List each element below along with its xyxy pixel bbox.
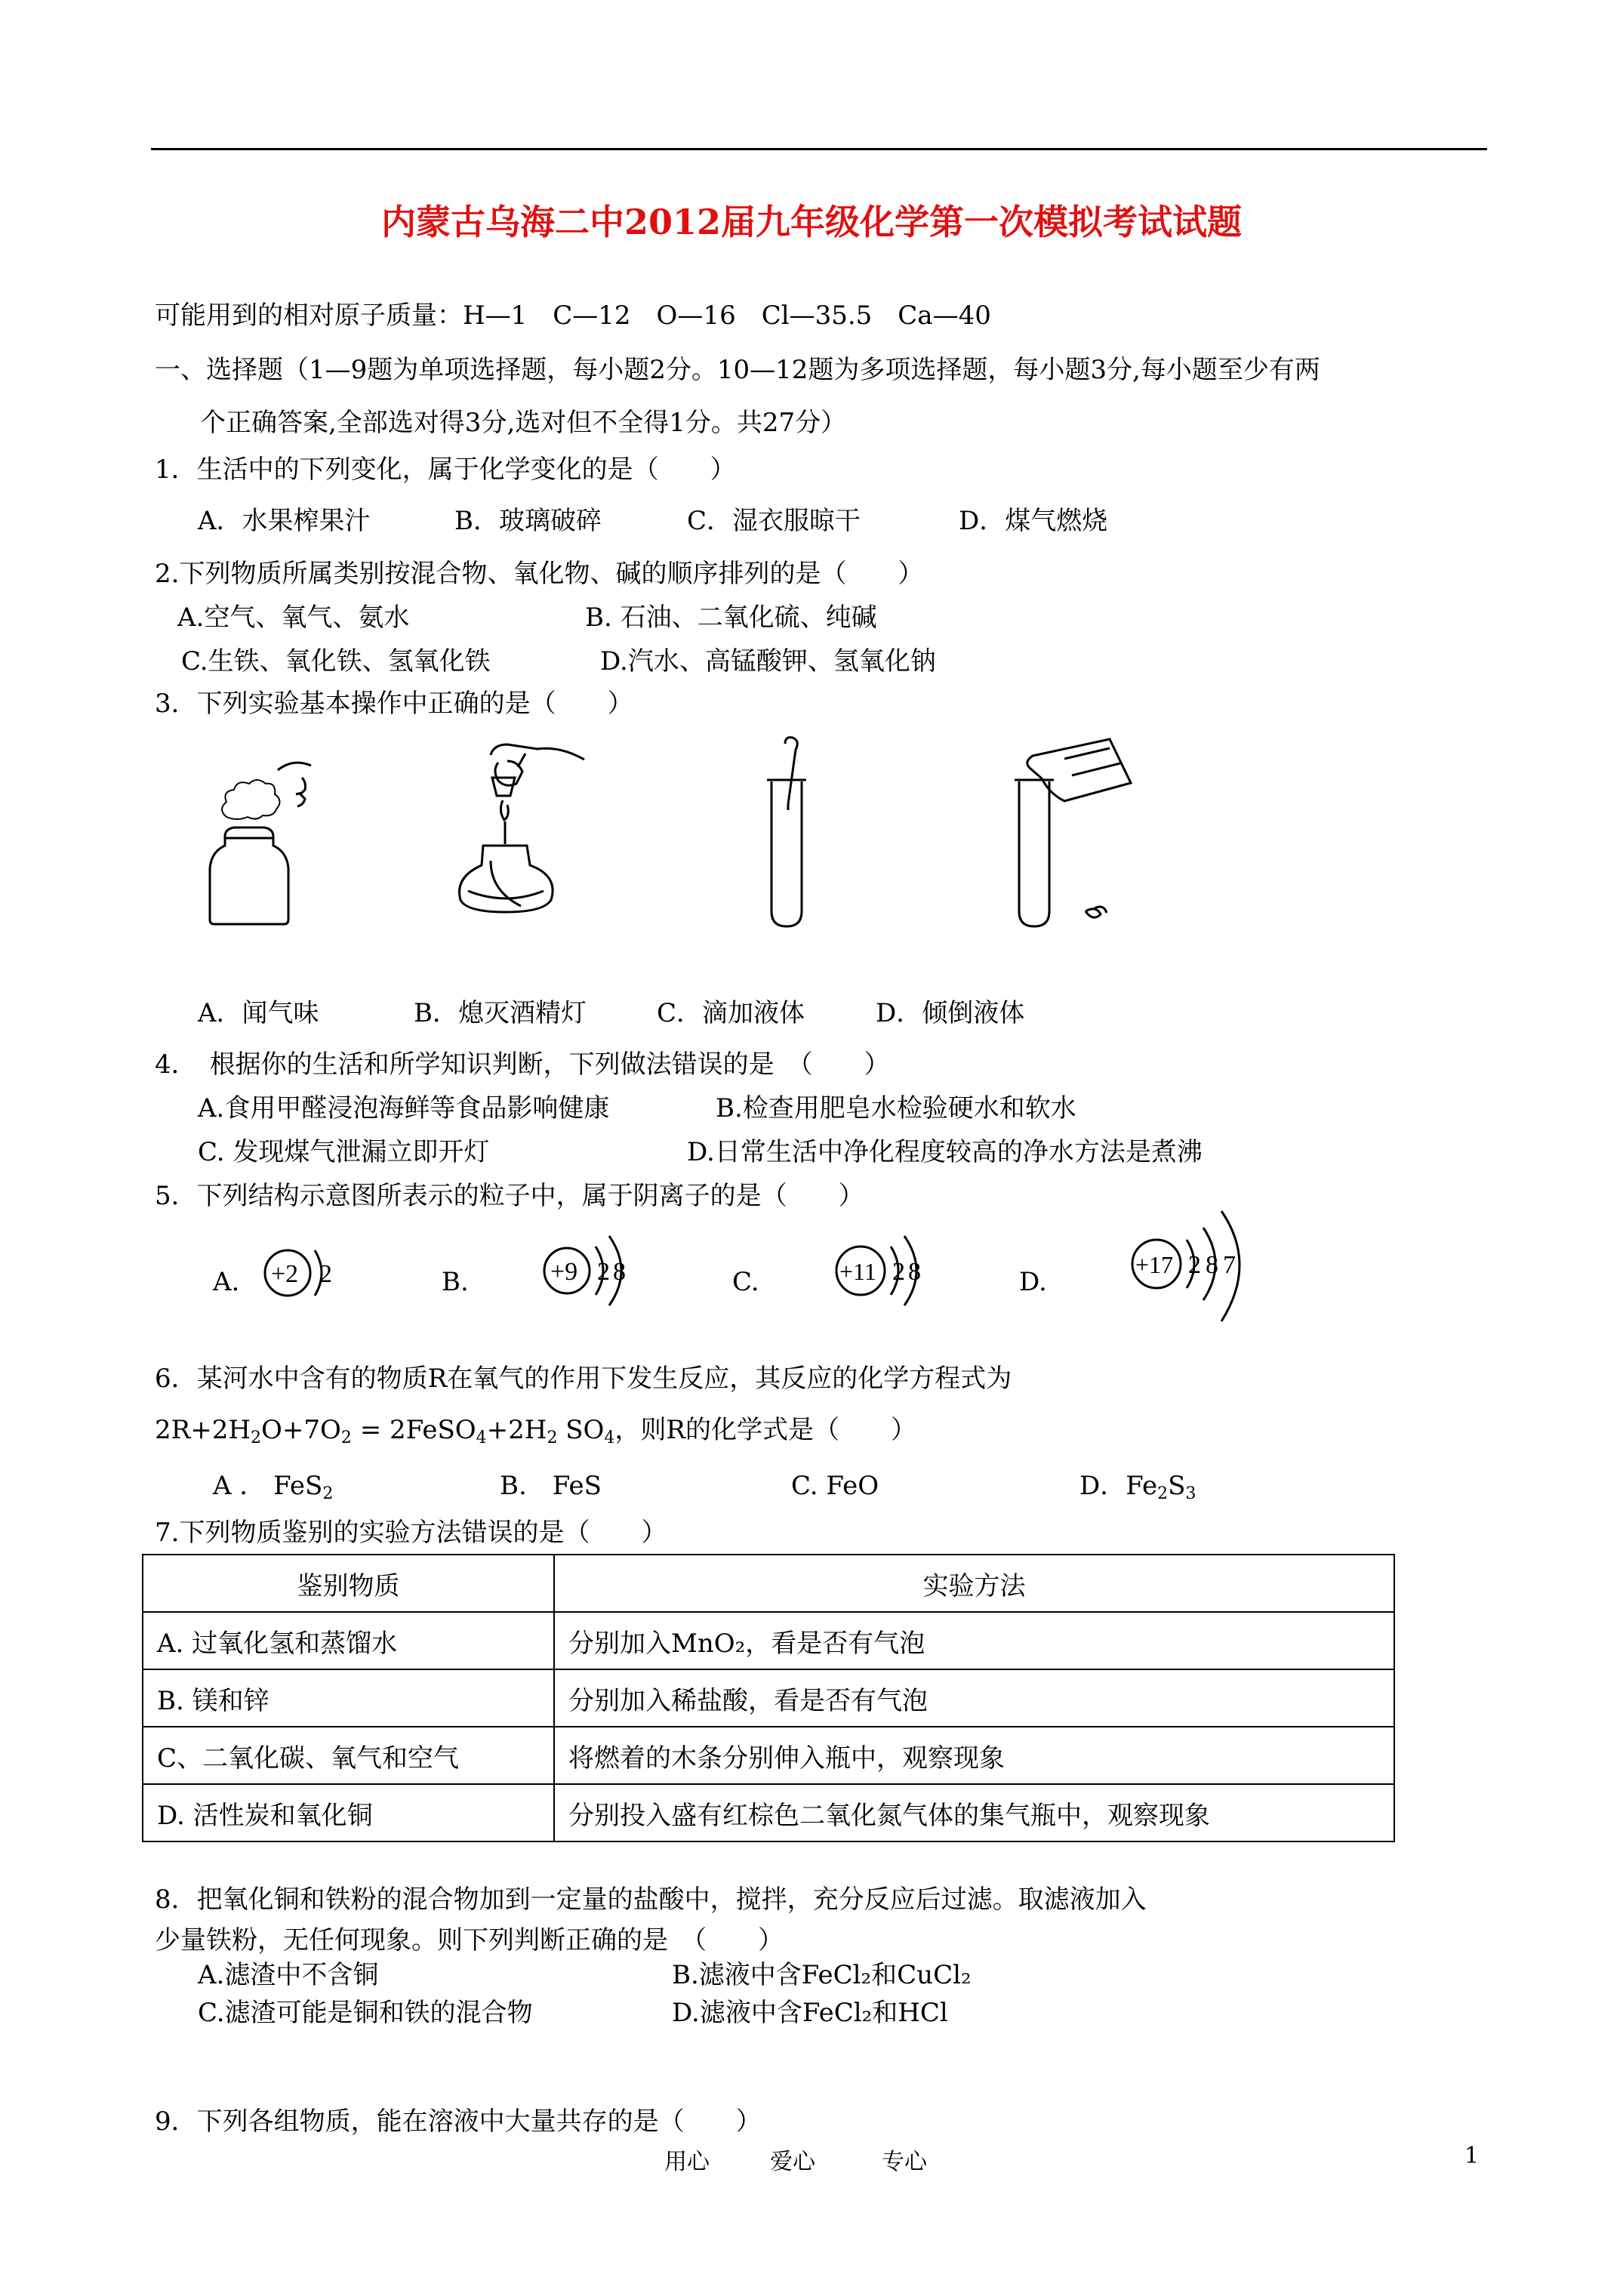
atom-diagram-b <box>540 1227 676 1318</box>
atom-d-electrons: 287 <box>1188 1251 1240 1279</box>
page-title: 内蒙古乌海二中2012届九年级化学第一次模拟考试试题 <box>380 202 1243 242</box>
table-row <box>143 1784 1394 1841</box>
q6-equation: $2R+2H_2O+7O_2$ = $2FeSO_4+2H_2$ $SO_4$，则R的化学式是（ ） <box>155 1415 917 1447</box>
q4-option-c: C. 发现煤气泄漏立即开灯 <box>198 1137 490 1167</box>
table-header-cell: 鉴别物质 <box>143 1555 554 1612</box>
q5-option-c: C. <box>732 1267 759 1297</box>
q2-option-a: A.空气、氧气、氨水 <box>177 603 410 633</box>
extinguish-lamp-illustration <box>445 732 596 929</box>
q3-option-d: D．倾倒液体 <box>876 998 1025 1028</box>
q4-stem: 4． 根据你的生活和所学知识判断，下列做法错误的是 （ ） <box>155 1049 890 1080</box>
atom-b-nucleus: +9 <box>550 1258 578 1286</box>
table-cell: C、二氧化碳、氧气和空气 <box>143 1727 554 1784</box>
q8-stem-line2: 少量铁粉，无任何现象。则下列判断正确的是 （ ） <box>155 1925 784 1955</box>
pour-liquid-illustration <box>996 736 1147 932</box>
q4-option-d: D.日常生活中净化程度较高的净水方法是煮沸 <box>687 1137 1203 1167</box>
atom-a-nucleus: +2 <box>271 1260 299 1288</box>
table-row <box>143 1669 1394 1727</box>
header-rule <box>151 148 1487 150</box>
q6-equation-tail: ，则R的化学式是（ ） <box>614 1415 917 1445</box>
q6-option-d-label: D． <box>1079 1471 1126 1501</box>
smell-gas-illustration <box>204 747 325 929</box>
atom-diagram-a <box>260 1238 351 1306</box>
table-cell: 分别加入MnO₂，看是否有气泡 <box>554 1612 1394 1669</box>
q3-option-a: A．闻气味 <box>198 998 319 1028</box>
q3-stem: 3．下列实验基本操作中正确的是（ ） <box>155 689 633 719</box>
q4-option-a: A.食用甲醛浸泡海鲜等食品影响健康 <box>198 1093 610 1123</box>
atom-c-nucleus: +11 <box>839 1258 876 1285</box>
atom-b-electrons: 28 <box>597 1258 629 1286</box>
atom-a-electrons: 2 <box>319 1260 332 1288</box>
page-number: 1 <box>1464 2143 1480 2169</box>
q4-option-b: B.检查用肥皂水检验硬水和软水 <box>716 1093 1076 1123</box>
q2-option-d: D.汽水、高锰酸钾、氢氧化钠 <box>600 646 936 676</box>
q3-option-c: C．滴加液体 <box>657 998 805 1028</box>
q6-option-a-label: A ． <box>213 1471 266 1501</box>
q6-stem: 6．某河水中含有的物质R在氧气的作用下发生反应，其反应的化学方程式为 <box>155 1364 1012 1394</box>
table-header-row <box>143 1555 1394 1612</box>
table-cell: D. 活性炭和氧化铜 <box>143 1784 554 1841</box>
q2-stem: 2.下列物质所属类别按混合物、氧化物、碱的顺序排列的是（ ） <box>155 559 924 589</box>
table-header-cell: 实验方法 <box>554 1555 1394 1612</box>
q7-table <box>142 1554 1395 1842</box>
atom-c-electrons: 28 <box>892 1258 924 1286</box>
footer-motto-2: 爱心 <box>770 2149 815 2175</box>
q8-option-b: B.滤液中含FeCl₂和CuCl₂ <box>672 1960 972 1990</box>
q8-stem-line1: 8．把氧化铜和铁粉的混合物加到一定量的盐酸中，搅拌，充分反应后过滤。取滤液加入 <box>155 1885 1147 1915</box>
q1-option-d: D．煤气燃烧 <box>959 506 1108 536</box>
q6-option-b: B. FeS <box>500 1471 602 1501</box>
section-heading-line2: 个正确答案,全部选对得3分,选对但不全得1分。共27分） <box>200 408 847 438</box>
q8-option-a: A.滤渣中不含铜 <box>198 1960 379 1990</box>
q3-option-b: B．熄灭酒精灯 <box>414 998 587 1028</box>
table-cell: 分别投入盛有红棕色二氧化氮气体的集气瓶中，观察现象 <box>554 1784 1394 1841</box>
q5-option-d: D. <box>1019 1267 1047 1297</box>
q5-stem: 5．下列结构示意图所表示的粒子中，属于阴离子的是（ ） <box>155 1181 864 1211</box>
table-row <box>143 1727 1394 1784</box>
section-heading-line1: 一、选择题（1—9题为单项选择题，每小题2分。10—12题为多项选择题，每小题3分,每小题至少有两 <box>155 355 1320 385</box>
q6-option-d: D．$Fe_2S_3$ <box>1079 1471 1196 1503</box>
q1-option-a: A．水果榨果汁 <box>198 506 371 536</box>
atom-diagram-d <box>1125 1200 1306 1336</box>
q9-stem: 9．下列各组物质，能在溶液中大量共存的是（ ） <box>155 2106 762 2137</box>
q1-stem: 1．生活中的下列变化，属于化学变化的是（ ） <box>155 455 736 485</box>
dropper-tube-illustration <box>755 736 838 932</box>
q6-option-a: A ． FeS$_2$ <box>213 1471 334 1503</box>
q5-option-b: B. <box>442 1267 469 1297</box>
q8-option-d: D.滤液中含FeCl₂和HCl <box>672 1998 948 2028</box>
q2-option-c: C.生铁、氧化铁、氢氧化铁 <box>181 646 491 676</box>
table-row <box>143 1612 1394 1669</box>
footer-motto-1: 用心 <box>664 2149 710 2175</box>
q1-option-b: B．玻璃破碎 <box>454 506 602 536</box>
atomic-masses: 可能用到的相对原子质量：H—1 C—12 O—16 Cl—35.5 Ca—40 <box>155 300 991 331</box>
footer-motto-3: 专心 <box>882 2149 927 2175</box>
atom-d-nucleus: +17 <box>1135 1251 1174 1278</box>
atom-diagram-c <box>830 1227 981 1318</box>
q7-stem: 7.下列物质鉴别的实验方法错误的是（ ） <box>155 1518 667 1548</box>
q1-option-c: C．湿衣服晾干 <box>687 506 861 536</box>
table-cell: 将燃着的木条分别伸入瓶中，观察现象 <box>554 1727 1394 1784</box>
table-cell: A. 过氧化氢和蒸馏水 <box>143 1612 554 1669</box>
q2-option-b: B. 石油、二氧化硫、纯碱 <box>585 603 877 633</box>
q8-option-c: C.滤渣可能是铜和铁的混合物 <box>198 1998 533 2028</box>
q6-option-c: C. FeO <box>791 1471 879 1501</box>
table-cell: B. 镁和锌 <box>143 1669 554 1727</box>
q5-option-a: A. <box>213 1267 240 1297</box>
table-cell: 分别加入稀盐酸，看是否有气泡 <box>554 1669 1394 1727</box>
